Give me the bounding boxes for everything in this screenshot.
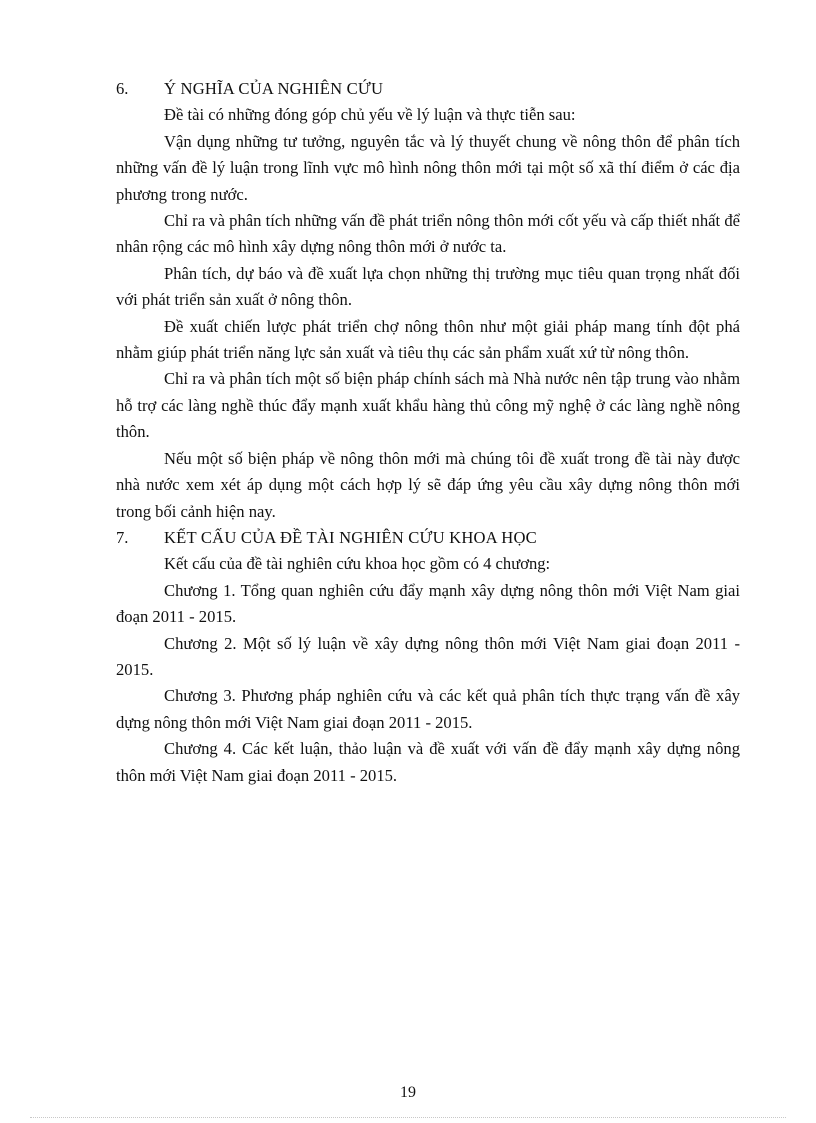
chapter-3-description: Chương 3. Phương pháp nghiên cứu và các kết quả phân tích thực trạng vấn đề xây dựng nông thôn mới Việt Nam giai đoạn 2011 - 2015. (116, 686, 740, 732)
section-6-number: 6. (116, 79, 129, 98)
chapter-1-description: Chương 1. Tổng quan nghiên cứu đẩy mạnh xây dựng nông thôn mới Việt Nam giai đoạn 2011 - 2015. (116, 580, 740, 627)
section-6-paragraph: Phân tích, dự báo và đề xuất lựa chọn những thị trường mục tiêu quan trọng nhất đối với phát triển sản xuất ở nông thôn. (116, 263, 740, 310)
section-6-heading (116, 76, 740, 102)
document-body (116, 76, 740, 789)
section-7-heading (116, 525, 740, 551)
section-6-paragraph: Chỉ ra và phân tích những vấn đề phát triển nông thôn mới cốt yếu và cấp thiết nhất để nhân rộng các mô hình xây dựng nông thôn mới ở nước ta. (116, 211, 740, 257)
section-6-title: Ý NGHĨA CỦA NGHIÊN CỨU (164, 79, 384, 98)
section-7-paragraph: Kết cấu của đề tài nghiên cứu khoa học gồm có 4 chương: (164, 554, 551, 574)
chapter-2-description: Chương 2. Một số lý luận về xây dựng nông thôn mới Việt Nam giai đoạn 2011 - 2015. (116, 633, 740, 679)
section-7-number: 7. (116, 527, 129, 547)
page-number: 19 (400, 1084, 416, 1101)
section-6-paragraph: Đề xuất chiến lược phát triển chợ nông thôn như một giải pháp mang tính đột phá nhằm giúp phát triển năng lực sản xuất và tiêu thụ các sản phẩm xuất xứ từ nông thôn. (116, 316, 740, 363)
section-6-paragraph: Đề tài có những đóng góp chủ yếu về lý luận và thực tiễn sau: (164, 105, 576, 125)
section-6-paragraph: Chỉ ra và phân tích một số biện pháp chính sách mà Nhà nước nên tập trung vào nhằm hỗ trợ các làng nghề thúc đẩy mạnh xuất khẩu hàng thủ công mỹ nghệ ở các làng nghề nông thôn. (116, 369, 740, 442)
chapter-4-description: Chương 4. Các kết luận, thảo luận và đề xuất với vấn đề đẩy mạnh xây dựng nông thôn mới Việt Nam giai đoạn 2011 - 2015. (116, 739, 740, 785)
section-7-title: KẾT CẤU CỦA ĐỀ TÀI NGHIÊN CỨU KHOA HỌC (164, 527, 537, 547)
section-6-paragraph: Vận dụng những tư tưởng, nguyên tắc và lý thuyết chung về nông thôn để phân tích những vấn đề lý luận trong lĩnh vực mô hình nông thôn mới tại một số xã thí điểm ở các địa phương trong nước. (116, 131, 740, 204)
page-bottom-divider (30, 1117, 786, 1118)
section-6-paragraph: Nếu một số biện pháp về nông thôn mới mà chúng tôi đề xuất trong đề tài này được nhà nước xem xét áp dụng một cách hợp lý sẽ đáp ứng yêu cầu xây dựng nông thôn mới trong bối cảnh hiện nay. (116, 448, 740, 521)
